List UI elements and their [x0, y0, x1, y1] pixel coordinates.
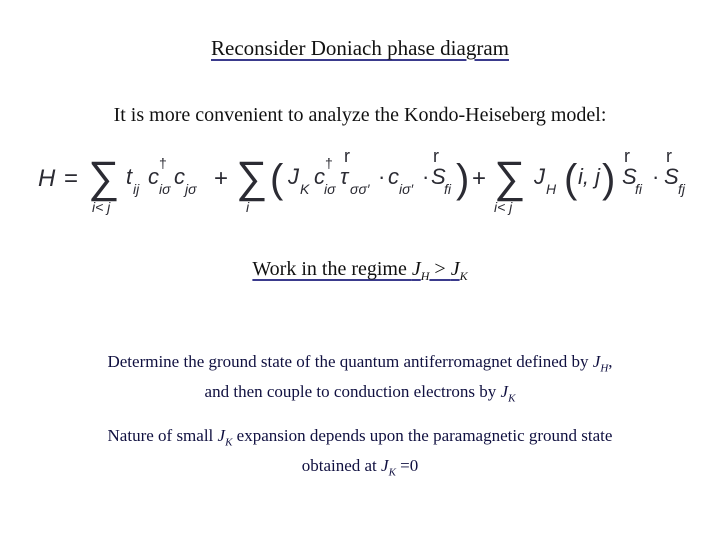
p1-l1-sub: H [600, 362, 609, 375]
eq-JK-sub: K [300, 181, 310, 197]
paragraph-1-line-2 [0, 380, 720, 410]
paragraph-2-line-1 [0, 424, 720, 454]
eq-dot-2: · [422, 164, 430, 189]
eq-c2-sub: iσ′ [399, 181, 414, 197]
regime-sub1: H [420, 269, 430, 283]
p2-l2-var: J [381, 456, 389, 476]
paragraph-ground-state [0, 350, 720, 411]
p2-l2-text: obtained at [301, 456, 382, 476]
paragraph-expansion [0, 424, 720, 485]
eq-tau: τ [340, 164, 349, 189]
regime-prefix: Work in the regime [252, 258, 412, 280]
regime-var1: J [411, 258, 421, 280]
p1-l1-var: J [592, 352, 601, 371]
eq-dot-3: · [652, 164, 660, 189]
slide-title [0, 36, 720, 61]
eq-JK: J [288, 164, 299, 189]
p1-l2-var: J [500, 382, 509, 402]
eq-plus-1: + [214, 165, 229, 192]
eq-c-sub: jσ [185, 181, 197, 197]
p1-l2-sub: K [508, 392, 516, 405]
p1-l1-end: , [608, 352, 613, 371]
paragraph-2-line-2 [0, 454, 720, 484]
regime-sub2: K [459, 269, 468, 283]
regime-op: > [429, 258, 451, 280]
eq-JH: J [534, 164, 545, 189]
p1-l2-text: and then couple to conduction electrons by [204, 382, 501, 402]
vec-arrow-S1: r [433, 148, 439, 166]
paragraph-1-line-1 [0, 350, 720, 380]
paren-open-1: ( [270, 157, 284, 201]
eq-ij-args: i, j [578, 164, 600, 189]
eq-c: c [174, 164, 185, 189]
eq-S2-sub: fi [635, 181, 642, 197]
eq-S3-sub: fj [678, 181, 685, 197]
vec-arrow-tau: r [344, 148, 350, 166]
p2-l1-end: expansion depends upon the paramagnetic ground state [232, 426, 613, 445]
eq-plus-2: + [472, 165, 487, 192]
p2-l1-var: J [217, 426, 226, 445]
paren-close-1: ) [456, 157, 470, 201]
sum-1-limit: i< j [92, 199, 111, 215]
eq-tau-sub: σσ′ [350, 181, 370, 197]
sum-1: ∑ [88, 153, 120, 202]
regime-statement [0, 258, 720, 284]
eq-cdag-sup: † [159, 155, 167, 171]
eq-c2dag: c [314, 164, 325, 189]
eq-dot-1: · [378, 164, 386, 189]
eq-equals: = [64, 165, 79, 192]
vec-arrow-S2: r [624, 148, 630, 166]
sum-2: ∑ [236, 153, 268, 202]
sum-2-limit: i [246, 199, 250, 215]
p2-l2-end: =0 [395, 456, 419, 476]
eq-cdag-sub: iσ [159, 181, 171, 197]
eq-cdag: c [148, 164, 159, 189]
sum-3: ∑ [494, 153, 526, 202]
regime-underlined [252, 258, 468, 283]
slide-title-text: Reconsider Doniach phase diagram [211, 36, 509, 60]
eq-JH-sub: H [546, 181, 557, 197]
p1-l1-text: Determine the ground state of the quantum antiferromagnet defined by [107, 352, 593, 371]
eq-S3: S [664, 164, 679, 189]
equation-svg [28, 148, 698, 220]
eq-c2: c [388, 164, 399, 189]
eq-H: H [38, 165, 56, 192]
p2-l2-sub: K [388, 466, 396, 479]
regime-var2: J [450, 258, 460, 280]
intro-text: It is more convenient to analyze the Kondo-Heiseberg model: [113, 104, 607, 126]
paren-open-2: ( [564, 157, 578, 201]
paren-close-2: ) [602, 157, 616, 201]
eq-c2dag-sub: iσ [324, 181, 336, 197]
vec-arrow-S3: r [666, 148, 672, 166]
eq-c2dag-sup: † [325, 155, 333, 171]
p2-l1-sub: K [225, 436, 233, 449]
eq-t: t [126, 164, 133, 189]
kondo-heisenberg-equation [28, 148, 698, 220]
p2-l1-text: Nature of small [107, 426, 218, 445]
eq-S1: S [431, 164, 446, 189]
eq-S2: S [622, 164, 637, 189]
sum-3-limit: i< j [494, 199, 513, 215]
eq-t-sub: ij [133, 181, 140, 197]
eq-S1-sub: fi [444, 181, 451, 197]
